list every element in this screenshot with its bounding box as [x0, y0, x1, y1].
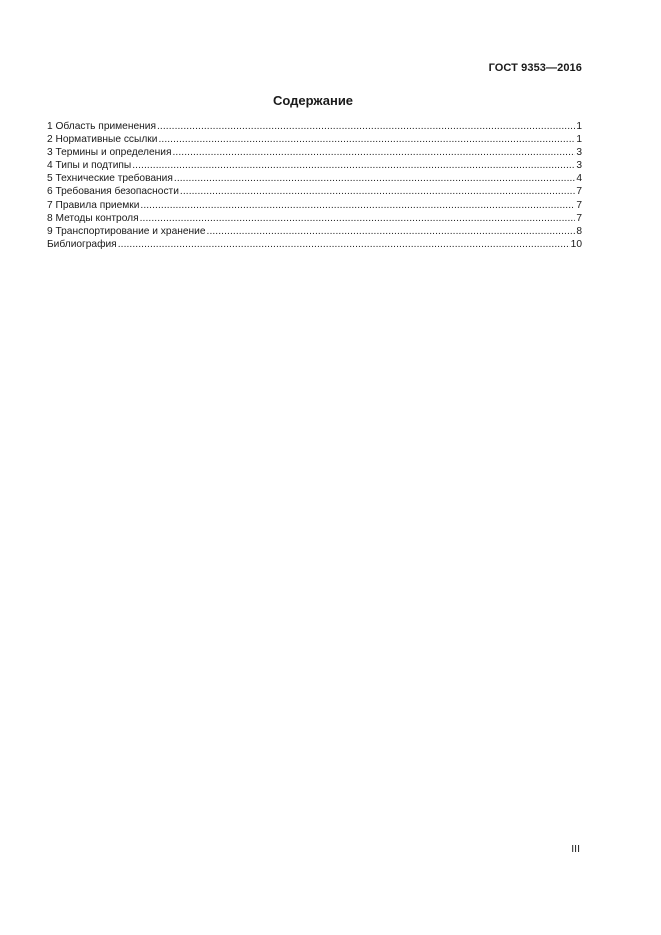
toc-entry-page: 1: [576, 134, 582, 146]
toc-entry[interactable]: [47, 212, 582, 225]
toc-entry[interactable]: [47, 159, 582, 172]
toc-entry-label: 3 Термины и определения: [47, 147, 172, 159]
toc-leader-dots: [140, 199, 575, 212]
toc-entry-label: 7 Правила приемки: [47, 199, 140, 211]
toc-leader-dots: [140, 212, 576, 225]
toc-entry[interactable]: [47, 120, 582, 133]
toc-entry-label: 4 Типы и подтипы: [47, 160, 132, 172]
toc-entry-label: 8 Методы контроля: [47, 212, 139, 224]
toc-leader-dots: [158, 133, 575, 146]
toc-entry[interactable]: [47, 172, 582, 185]
toc-entry-page: 7: [576, 199, 582, 211]
toc-entry[interactable]: [47, 146, 582, 159]
toc-leader-dots: [132, 159, 575, 172]
toc-title: Содержание: [272, 93, 354, 108]
toc-entry-label: 6 Требования безопасности: [47, 186, 179, 198]
toc-leader-dots: [174, 172, 575, 185]
toc-entry-page: 7: [576, 186, 582, 198]
toc-entry-label: 1 Область применения: [47, 121, 156, 132]
toc-entry-label: 9 Транспортирование и хранение: [47, 225, 206, 237]
toc-entry-label: 5 Технические требования: [47, 173, 173, 185]
toc-entry-page: 3: [576, 160, 582, 172]
toc-entry-page: 4: [576, 173, 582, 185]
toc-entry-page: 1: [576, 121, 582, 132]
table-of-contents: [47, 120, 582, 251]
toc-entry-page: 8: [576, 225, 582, 237]
toc-leader-dots: [180, 185, 575, 198]
document-code: ГОСТ 9353—2016: [488, 62, 582, 74]
toc-leader-dots: [118, 238, 570, 251]
toc-leader-dots: [207, 225, 576, 238]
toc-entry[interactable]: [47, 199, 582, 212]
toc-entry[interactable]: [47, 238, 582, 251]
page-number: III: [571, 843, 580, 855]
toc-entry[interactable]: [47, 225, 582, 238]
toc-entry[interactable]: [47, 185, 582, 198]
toc-entry-label: 2 Нормативные ссылки: [47, 134, 158, 146]
toc-leader-dots: [172, 146, 575, 159]
toc-entry-page: 10: [570, 238, 582, 250]
toc-entry-page: 7: [576, 212, 582, 224]
toc-leader-dots: [157, 120, 575, 133]
toc-entry-page: 3: [576, 147, 582, 159]
toc-entry[interactable]: [47, 133, 582, 146]
toc-entry-label: Библиография: [47, 238, 117, 250]
